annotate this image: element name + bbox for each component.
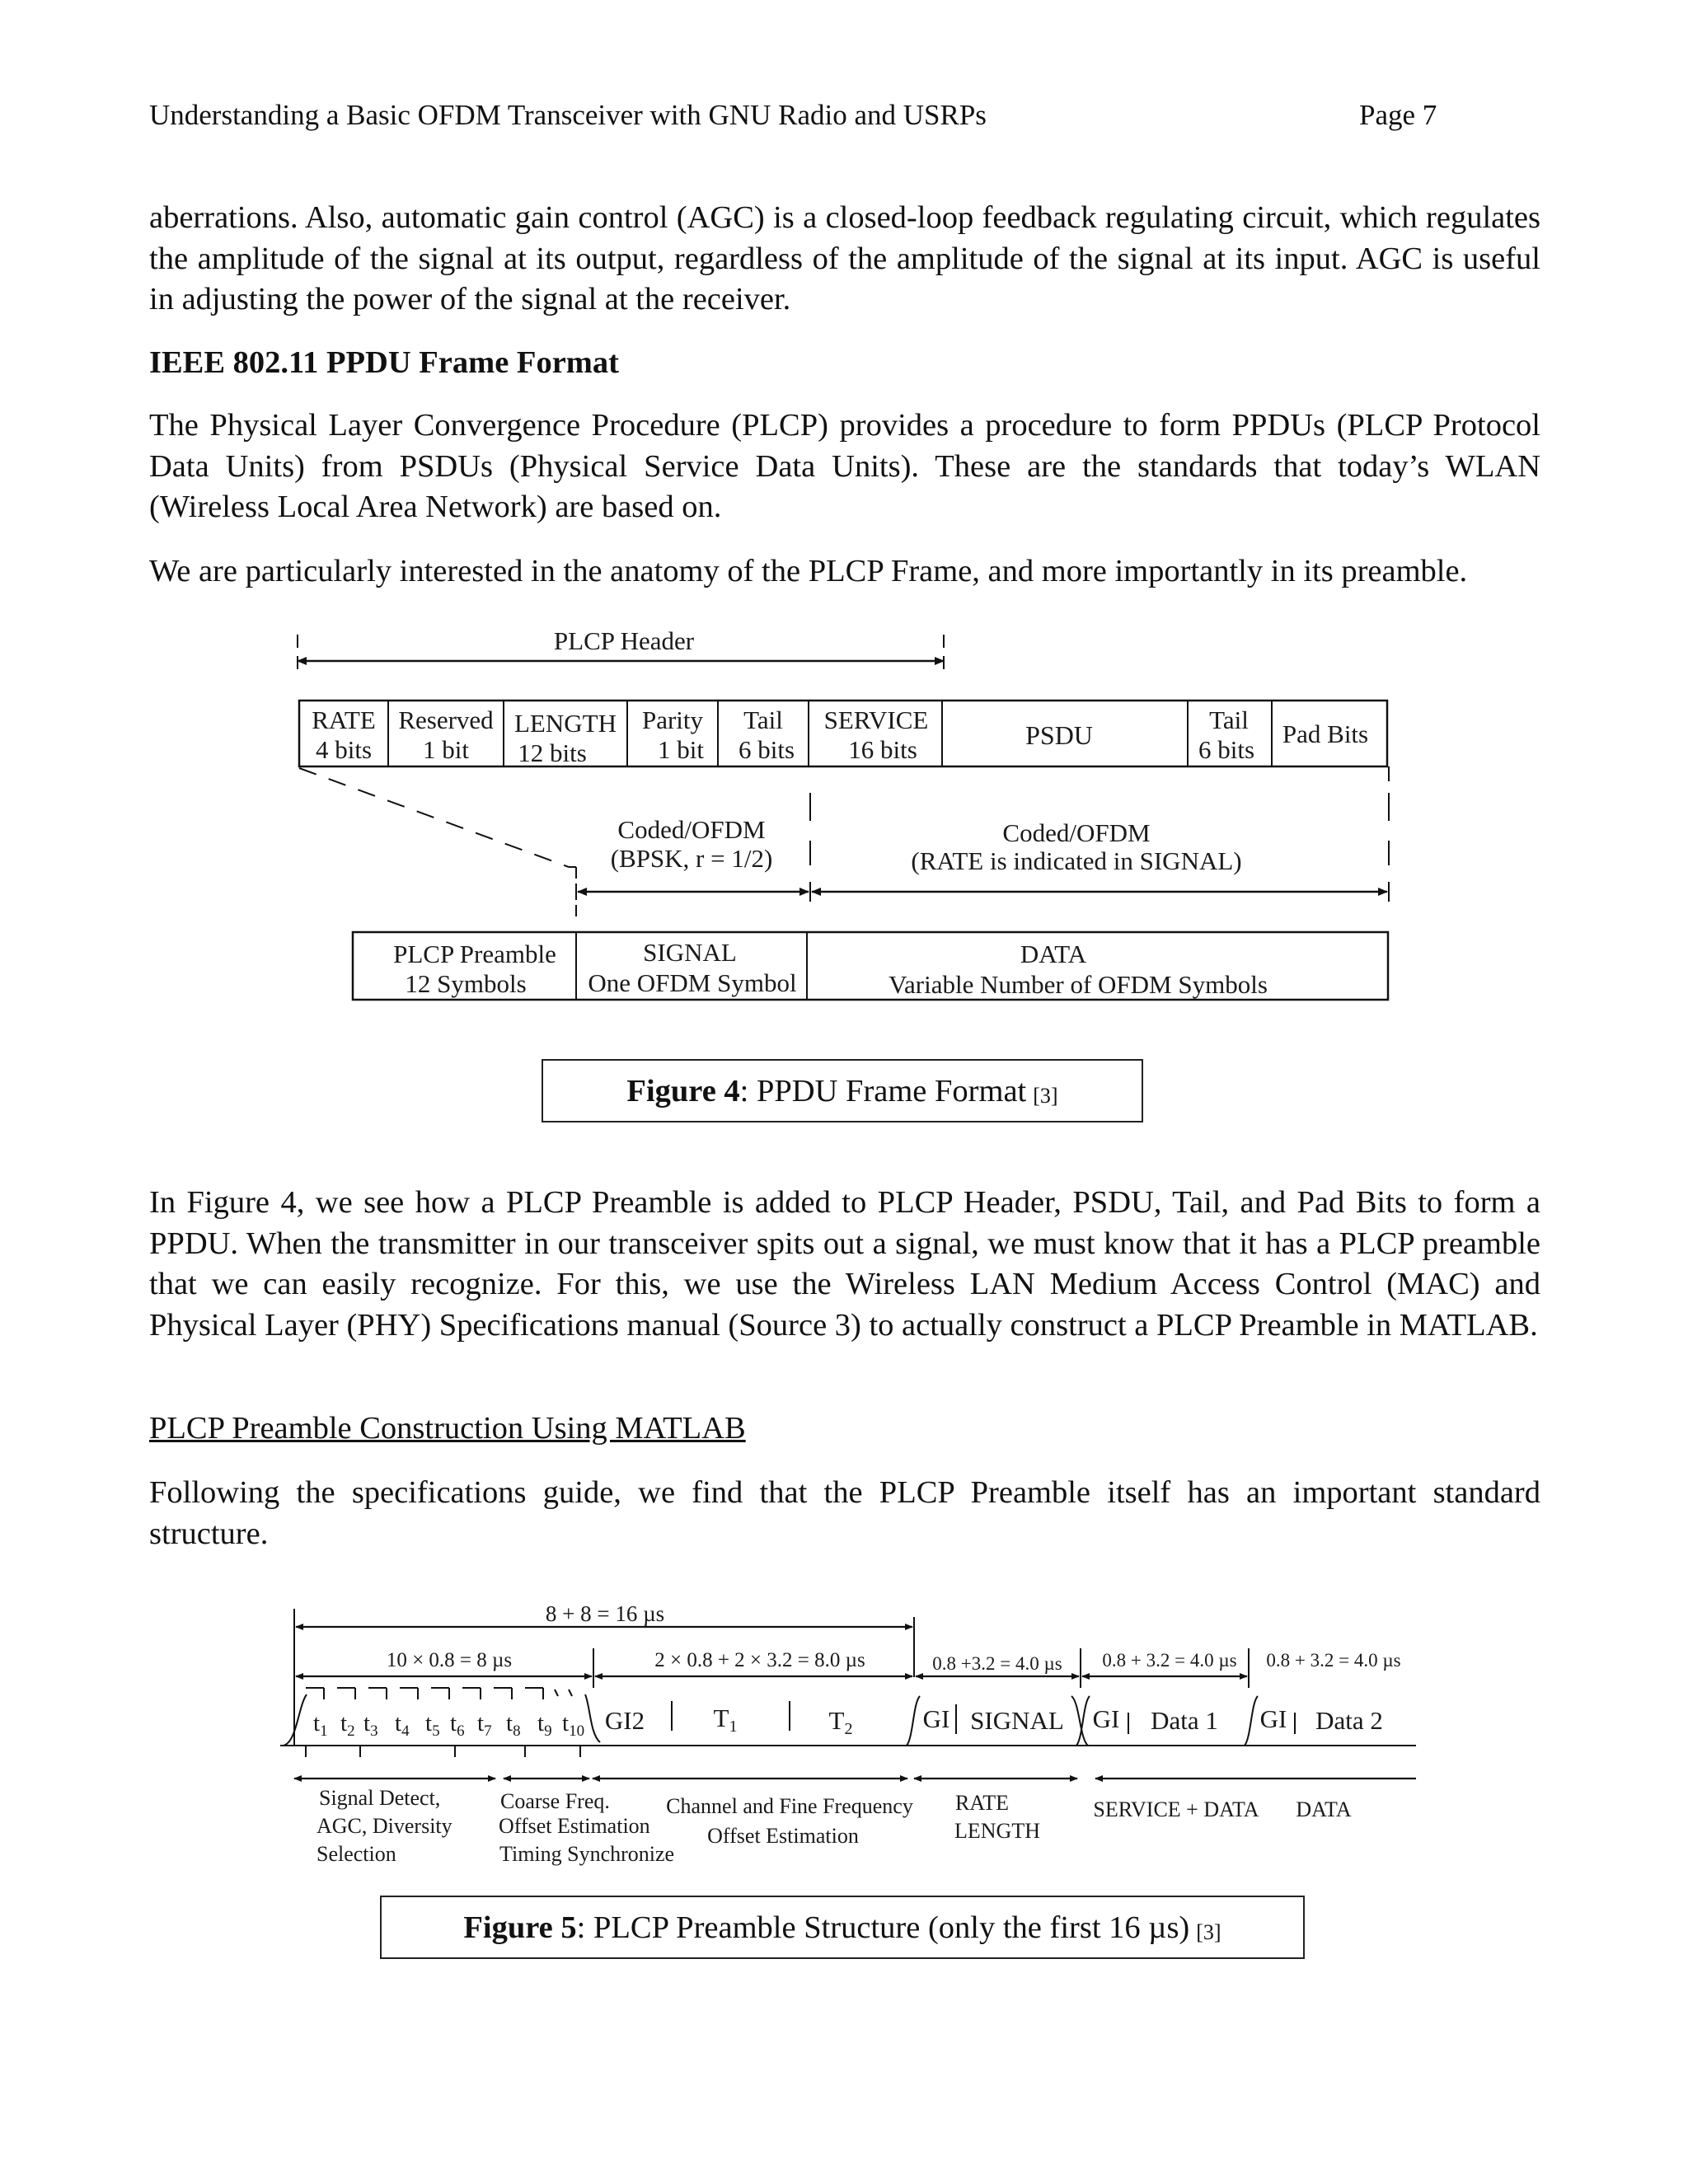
- preamble-box-line2: 12 Symbols: [405, 969, 527, 998]
- subsection-heading-matlab: PLCP Preamble Construction Using MATLAB: [149, 1411, 746, 1446]
- total-duration-label: 8 + 8 = 16 µs: [545, 1601, 665, 1626]
- field-pad-bits: Pad Bits: [1282, 719, 1369, 748]
- short-symbol-t3: $t_3$: [363, 1710, 378, 1740]
- field-rate-size: 4 bits: [315, 735, 373, 764]
- ppdu-symbol-row: [353, 932, 1388, 1000]
- gi-data1-label: GI: [1092, 1704, 1120, 1733]
- figure-5-diagram: [280, 1601, 1416, 1866]
- field-service: SERVICE: [823, 705, 929, 734]
- field-reserved: Reserved: [398, 705, 494, 734]
- short-symbol-t10: $t_{10}$: [562, 1710, 585, 1740]
- short-symbol-t9: $t_9$: [537, 1710, 552, 1740]
- coded-signal-line2: (BPSK, r = 1/2): [610, 844, 773, 873]
- gi2-label: GI2: [604, 1706, 645, 1735]
- paragraph-agc: aberrations. Also, automatic gain control (AGC) is a closed-loop feedback regulating circuit, which regulates the amplitude of the signal at its output, regardless of the amplitude of the signal at its input. AGC is useful in adjusting the power of the signal at the receiver.: [149, 200, 1540, 316]
- long-training-label: 2 × 0.8 + 2 × 3.2 = 8.0 µs: [654, 1649, 865, 1671]
- short-symbol-t5: $t_5$: [425, 1710, 440, 1740]
- func-coarse-2: Offset Estimation: [499, 1814, 650, 1838]
- func-channel-2: Offset Estimation: [707, 1824, 859, 1848]
- signal-symbol-label: SIGNAL: [970, 1706, 1064, 1735]
- func-signal-detect-2: AGC, Diversity: [316, 1814, 452, 1838]
- field-rate: RATE: [312, 705, 376, 734]
- data2-duration-label: 0.8 + 3.2 = 4.0 µs: [1266, 1650, 1401, 1671]
- field-parity: Parity: [641, 705, 704, 734]
- func-signal-detect-3: Selection: [316, 1842, 396, 1866]
- coded-signal-line1: Coded/OFDM: [617, 815, 766, 844]
- figure-4-caption: Figure 4 : PPDU Frame Format [3]: [542, 1059, 1143, 1122]
- signal-duration-label: 0.8 +3.2 = 4.0 µs: [932, 1653, 1062, 1674]
- data1-duration-label: 0.8 + 3.2 = 4.0 µs: [1102, 1650, 1237, 1671]
- t2-label: T2: [828, 1706, 853, 1738]
- paragraph-plcp-intro: The Physical Layer Convergence Procedure (PLCP) provides a procedure to form PPDUs (PLCP Protocol Data Units) from PSDUs (Physical Service Data Units). These are the standards that today’s WLAN (Wireless Local Area Network) are based on.: [149, 408, 1540, 524]
- func-channel-1: Channel and Fine Frequency: [666, 1794, 913, 1818]
- paragraph-anatomy: We are particularly interested in the anatomy of the PLCP Frame, and more importantly in its preamble.: [149, 554, 1468, 588]
- func-rate-2: LENGTH: [954, 1819, 1040, 1843]
- short-training-label: 10 × 0.8 = 8 µs: [386, 1649, 513, 1671]
- ppdu-field-row: [299, 701, 1387, 767]
- field-reserved-size: 1 bit: [423, 735, 469, 764]
- coded-data-line1: Coded/OFDM: [1002, 818, 1151, 847]
- short-symbol-t6: $t_6$: [450, 1710, 465, 1740]
- running-header-title: Understanding a Basic OFDM Transceiver with GNU Radio and USRPs: [149, 99, 987, 131]
- short-symbol-t8: $t_8$: [506, 1710, 521, 1740]
- preamble-box-line1: PLCP Preamble: [393, 940, 556, 968]
- field-length-size: 12 bits: [518, 738, 587, 767]
- short-symbol-t1: $t_1$: [313, 1710, 328, 1740]
- field-psdu: PSDU: [1025, 720, 1093, 750]
- func-rate-1: RATE: [955, 1791, 1009, 1815]
- gi-data2-label: GI: [1259, 1704, 1287, 1733]
- func-signal-detect-1: Signal Detect,: [319, 1786, 441, 1810]
- func-coarse-1: Coarse Freq.: [500, 1789, 610, 1813]
- field-service-size: 16 bits: [848, 735, 917, 764]
- page-number: Page 7: [1359, 99, 1437, 131]
- field-tail-2: Tail: [1209, 705, 1249, 734]
- paragraph-figure4-explanation: In Figure 4, we see how a PLCP Preamble is added to PLCP Header, PSDU, Tail, and Pad Bits to form a PPDU. When the transmitter in our transceiver spits out a signal, we must know that it has a PLCP preamble that we can easily recognize. For this, we use the Wireless LAN Medium Access Control (MAC) and Physical Layer (PHY) Specifications manual (Source 3) to actually construct a PLCP Preamble in MATLAB.: [149, 1185, 1540, 1343]
- figure-5-caption: Figure 5 : PLCP Preamble Structure (only the first 16 µs) [3]: [380, 1896, 1305, 1959]
- rate-to-signal-dashed-link: [299, 768, 569, 867]
- data-box-line1: DATA: [1020, 940, 1087, 968]
- field-parity-size: 1 bit: [658, 735, 704, 764]
- short-symbol-t7: $t_7$: [477, 1710, 492, 1740]
- short-symbol-t4: $t_4$: [395, 1710, 410, 1740]
- gi-signal-label: GI: [922, 1704, 950, 1733]
- data-box-line2: Variable Number of OFDM Symbols: [889, 970, 1268, 999]
- paragraph-preamble-structure: Following the specifications guide, we find that the PLCP Preamble itself has an important standard structure.: [149, 1475, 1540, 1551]
- signal-box-line2: One OFDM Symbol: [588, 968, 797, 997]
- signal-box-line1: SIGNAL: [643, 938, 737, 967]
- data1-symbol-label: Data 1: [1151, 1706, 1218, 1735]
- data2-symbol-label: Data 2: [1315, 1706, 1383, 1735]
- field-tail-size: 6 bits: [738, 735, 795, 764]
- plcp-header-label: PLCP Header: [553, 626, 695, 655]
- plcp-header-span: [298, 626, 944, 669]
- func-service-data: SERVICE + DATA: [1093, 1797, 1259, 1821]
- func-data: DATA: [1296, 1797, 1352, 1821]
- field-length: LENGTH: [514, 709, 617, 738]
- func-coarse-3: Timing Synchronize: [499, 1842, 675, 1866]
- short-symbol-t2: $t_2$: [340, 1710, 355, 1740]
- field-tail: Tail: [743, 705, 783, 734]
- section-heading-ppdu: IEEE 802.11 PPDU Frame Format: [149, 345, 619, 380]
- field-tail-2-size: 6 bits: [1198, 735, 1255, 764]
- coded-data-line2: (RATE is indicated in SIGNAL): [911, 846, 1242, 875]
- t1-label: T1: [713, 1704, 738, 1736]
